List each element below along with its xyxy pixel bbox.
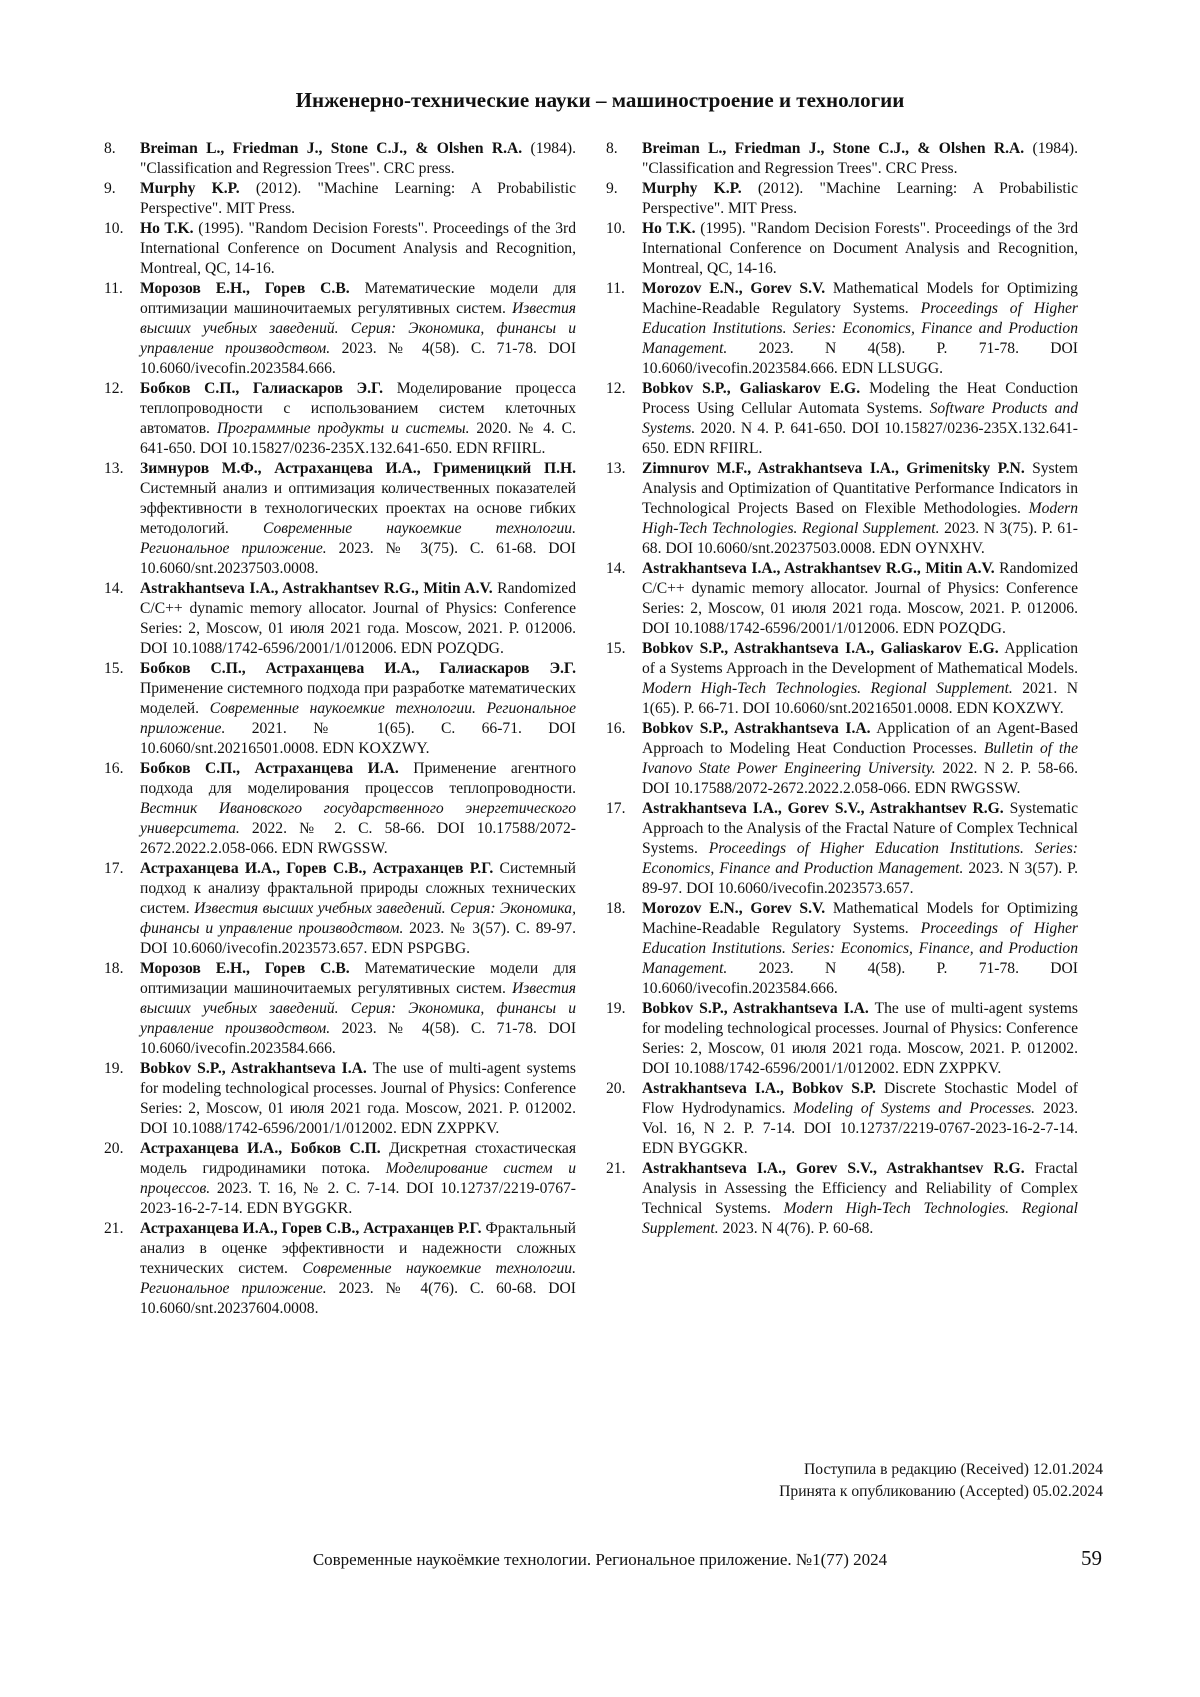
reference-source: Известия высших учебных заведений. Серия: Экономика, финансы и управление производством. (140, 980, 576, 1037)
reference-number: 18. (104, 960, 124, 977)
reference-number: 11. (104, 280, 123, 297)
reference-number: 20. (104, 1140, 124, 1157)
reference-item (602, 559, 1078, 639)
reference-number: 9. (104, 180, 116, 197)
reference-authors: Astrakhantseva I.A., Astrakhantsev R.G., Mitin A.V. (140, 580, 493, 597)
reference-item (602, 179, 1078, 219)
reference-authors: Astrakhantseva I.A., Gorev S.V., Astrakhantsev R.G. (642, 1160, 1025, 1177)
reference-number: 8. (104, 140, 116, 157)
reference-source: Известия высших учебных заведений. Серия: Экономика, финансы и управление производством. (140, 300, 576, 357)
reference-source: Bulletin of the Ivanovo State Power Engineering University. (642, 740, 1078, 777)
reference-text: Применение агентного подхода для моделирования процессов теплопроводности. (140, 760, 576, 797)
reference-number: 13. (606, 460, 626, 477)
reference-authors: Зимнуров М.Ф., Астраханцева И.А., Грименицкий П.Н. (140, 460, 576, 477)
reference-text: (1984). "Classification and Regression Trees". CRC press. (140, 140, 576, 177)
reference-number: 15. (606, 640, 626, 657)
reference-text: Математические модели для оптимизации машиночитаемых регулятивных систем. (140, 960, 576, 997)
reference-item (602, 279, 1078, 379)
reference-details: 2022. N 2. P. 58-66. DOI 10.17588/2072-2672.2022.2.058-066. EDN RWGSSW. (642, 760, 1078, 797)
reference-details: 2020. N 4. P. 641-650. DOI 10.15827/0236-235X.132.641-650. EDN RFIIRL. (642, 420, 1078, 457)
reference-number: 12. (606, 380, 626, 397)
reference-text: Фрактальный анализ в оценке эффективности и надежности сложных технических систем. (140, 1220, 576, 1277)
reference-text: The use of multi-agent systems for modeling technological processes. Journal of Physics: Conference Series: 2, Moscow, 01 июля 2021 года. Moscow, 2021. P. 012002. DOI 10.1088/1742-6596/2001/1/012002. EDN ZXPPKV. (140, 1060, 576, 1137)
reference-number: 20. (606, 1080, 626, 1097)
reference-item (602, 1159, 1078, 1239)
reference-item (100, 1059, 576, 1139)
reference-authors: Ho T.K. (140, 220, 194, 237)
reference-text: Fractal Analysis in Assessing the Efficiency and Reliability of Complex Technical Systems. (642, 1160, 1078, 1217)
reference-text: Randomized C/C++ dynamic memory allocator. Journal of Physics: Conference Series: 2, Moscow, 01 июля 2021 года. Moscow, 2021. P. 012006. DOI 10.1088/1742-6596/2001/1/012006. EDN POZQDG. (642, 560, 1078, 637)
reference-item (602, 1079, 1078, 1159)
reference-details: 2023. Vol. 16, N 2. P. 7-14. DOI 10.12737/2219-0767-2023-16-2-7-14. EDN BYGGKR. (642, 1100, 1079, 1157)
reference-text: Application of a Systems Approach in the Development of Mathematical Models. (642, 640, 1078, 677)
reference-source: Современные наукоемкие технологии. Региональное приложение. (140, 1260, 576, 1297)
reference-details: 2021. N 1(65). P. 66-71. DOI 10.6060/snt.20216501.0008. EDN KOXZWY. (642, 680, 1078, 717)
reference-number: 17. (606, 800, 626, 817)
reference-text: Дискретная стохастическая модель гидродинамики потока. (140, 1140, 577, 1177)
reference-number: 9. (606, 180, 618, 197)
received-block (779, 1459, 1103, 1503)
reference-source: Proceedings of Higher Education Institutions. Series: Economics, Finance and Production Management. (642, 300, 1078, 357)
reference-text: Systematic Approach to the Analysis of the Fractal Nature of Complex Technical Systems. (642, 800, 1078, 857)
reference-item (602, 139, 1078, 179)
reference-details: 2023. N 4(76). P. 60-68. (718, 1220, 874, 1237)
reference-authors: Морозов Е.Н., Горев С.В. (140, 960, 350, 977)
reference-number: 12. (104, 380, 124, 397)
reference-number: 21. (606, 1160, 626, 1177)
reference-text: (1995). "Random Decision Forests". Proceedings of the 3rd International Conference on Document Analysis and Recognition, Montreal, QC, 14-16. (140, 220, 576, 277)
reference-details: 2022. № 2. С. 58-66. DOI 10.17588/2072-2672.2022.2.058-066. EDN RWGSSW. (140, 820, 576, 857)
reference-text: Системный анализ и оптимизация количественных показателей эффективности в технологических проектах на основе гибких методологий. (140, 480, 576, 537)
reference-details: 2023. № 4(58). С. 71-78. DOI 10.6060/ivecofin.2023584.666. (140, 1020, 577, 1057)
reference-number: 10. (104, 220, 124, 237)
reference-authors: Астраханцева И.А., Бобков С.П. (140, 1140, 381, 1157)
reference-item (602, 999, 1078, 1079)
reference-number: 13. (104, 460, 124, 477)
reference-item (602, 719, 1078, 799)
reference-number: 21. (104, 1220, 124, 1237)
reference-authors: Bobkov S.P., Astrakhantseva I.A. (140, 1060, 367, 1077)
reference-item (602, 899, 1078, 999)
reference-authors: Бобков С.П., Астраханцева И.А. (140, 760, 399, 777)
reference-number: 16. (104, 760, 124, 777)
reference-item (602, 459, 1078, 559)
reference-authors: Ho T.K. (642, 220, 696, 237)
reference-text: Mathematical Models for Optimizing Machine-Readable Regulatory Systems. (642, 280, 1078, 317)
received-date: Поступила в редакцию (Received) 12.01.2024 (804, 1461, 1103, 1478)
reference-details: 2023. N 3(75). P. 61-68. DOI 10.6060/snt.20237503.0008. EDN OYNXHV. (642, 520, 1078, 557)
reference-item (100, 459, 576, 579)
reference-number: 15. (104, 660, 124, 677)
reference-source: Proceedings of Higher Education Institutions. Series: Economics, Finance, and Production Management. (642, 920, 1078, 977)
reference-source: Известия высших учебных заведений. Серия: Экономика, финансы и управление производством. (140, 900, 576, 937)
reference-item (602, 639, 1078, 719)
reference-text: (2012). "Machine Learning: A Probabilistic Perspective". MIT Press. (642, 180, 1078, 217)
reference-item (100, 179, 576, 219)
page-header: Инженерно-технические науки – машиностроение и технологии (295, 88, 905, 112)
reference-item (602, 219, 1078, 279)
reference-item (100, 379, 576, 459)
reference-authors: Zimnurov M.F., Astrakhantseva I.A., Grimenitsky P.N. (642, 460, 1025, 477)
reference-authors: Breiman L., Friedman J., Stone C.J., & Olshen R.A. (642, 140, 1025, 157)
reference-source: Modern High-Tech Technologies. Regional Supplement. (642, 680, 1013, 697)
reference-text: (1984). "Classification and Regression Trees". CRC Press. (642, 140, 1078, 177)
reference-number: 11. (606, 280, 625, 297)
page-number: 59 (1081, 1546, 1102, 1570)
reference-details: 2023. № 3(57). С. 89-97. DOI 10.6060/ivecofin.2023573.657. EDN PSPGBG. (140, 920, 576, 957)
reference-item (100, 219, 576, 279)
reference-authors: Bobkov S.P., Astrakhantseva I.A. (642, 1000, 869, 1017)
reference-item (100, 579, 576, 659)
reference-source: Software Products and Systems. (642, 400, 1078, 437)
reference-authors: Astrakhantseva I.A., Bobkov S.P. (642, 1080, 876, 1097)
reference-text: Математические модели для оптимизации машиночитаемых регулятивных систем. (140, 280, 576, 317)
reference-source: Modern High-Tech Technologies. Regional Supplement. (642, 500, 1078, 537)
reference-authors: Astrakhantseva I.A., Gorev S.V., Astrakhantsev R.G. (642, 800, 1004, 817)
reference-item (100, 1219, 576, 1319)
reference-authors: Breiman L., Friedman J., Stone C.J., & Olshen R.A. (140, 140, 523, 157)
reference-text: The use of multi-agent systems for modeling technological processes. Journal of Physics: Conference Series: 2, Moscow, 01 июля 2021 года. Moscow, 2021. P. 012002. DOI 10.1088/1742-6596/2001/1/012002. EDN ZXPPKV. (642, 1000, 1078, 1077)
reference-authors: Астраханцева И.А., Горев С.В., Астраханцев Р.Г. (140, 1220, 482, 1237)
reference-number: 8. (606, 140, 618, 157)
reference-item (100, 959, 576, 1059)
reference-text: Application of an Agent-Based Approach to Modeling Heat Conduction Processes. (642, 720, 1078, 757)
reference-details: 2023. № 4(58). С. 71-78. DOI 10.6060/ivecofin.2023584.666. (140, 340, 577, 377)
reference-source: Современные наукоемкие технологии. Региональное приложение. (140, 700, 576, 737)
reference-source: Современные наукоемкие технологии. Региональное приложение. (140, 520, 576, 557)
reference-details: 2023. № 3(75). С. 61-68. DOI 10.6060/snt.20237503.0008. (140, 540, 576, 577)
reference-text: Discrete Stochastic Model of Flow Hydrodynamics. (642, 1080, 1078, 1117)
reference-number: 14. (104, 580, 124, 597)
reference-source: Modeling of Systems and Processes. (793, 1100, 1036, 1117)
reference-authors: Бобков С.П., Галиаскаров Э.Г. (140, 380, 384, 397)
reference-text: (2012). "Machine Learning: A Probabilistic Perspective". MIT Press. (140, 180, 576, 217)
accepted-date: Принята к опубликованию (Accepted) 05.02.2024 (779, 1483, 1103, 1500)
reference-source: Программные продукты и системы. (216, 420, 470, 437)
reference-details: 2023. N 3(57). P. 89-97. DOI 10.6060/ivecofin.2023573.657. (642, 860, 1078, 897)
reference-number: 19. (104, 1060, 124, 1077)
reference-source: Вестник Ивановского государственного энергетического университета. (140, 800, 576, 837)
reference-authors: Morozov E.N., Gorev S.V. (642, 280, 826, 297)
reference-details: 2023. Т. 16, № 2. С. 7-14. DOI 10.12737/2219-0767-2023-16-2-7-14. EDN BYGGKR. (140, 1180, 576, 1217)
reference-authors: Astrakhantseva I.A., Astrakhantsev R.G., Mitin A.V. (642, 560, 995, 577)
reference-details: 2021. № 1(65). С. 66-71. DOI 10.6060/snt.20216501.0008. EDN KOXZWY. (140, 720, 576, 757)
reference-details: 2023. N 4(58). P. 71-78. DOI 10.6060/ivecofin.2023584.666. EDN LLSUGG. (642, 340, 1078, 377)
reference-text: Системный подход к анализу фрактальной природы сложных технических систем. (140, 860, 576, 917)
reference-number: 19. (606, 1000, 626, 1017)
reference-source: Моделирование систем и процессов. (140, 1160, 576, 1197)
reference-source: Proceedings of Higher Education Institutions. Series: Economics, Finance and Production Management. (642, 840, 1078, 877)
reference-text: Modeling the Heat Conduction Process Using Cellular Automata Systems. (642, 380, 1078, 417)
reference-details: 2020. № 4. С. 641-650. DOI 10.15827/0236-235X.132.641-650. EDN RFIIRL. (140, 420, 576, 457)
reference-item (100, 279, 576, 379)
reference-text: Randomized C/C++ dynamic memory allocator. Journal of Physics: Conference Series: 2, Moscow, 01 июля 2021 года. Moscow, 2021. P. 012006. DOI 10.1088/1742-6596/2001/1/012006. EDN POZQDG. (140, 580, 576, 657)
reference-number: 17. (104, 860, 124, 877)
reference-item (100, 759, 576, 859)
reference-authors: Murphy K.P. (140, 180, 240, 197)
reference-authors: Бобков С.П., Астраханцева И.А., Галиаскаров Э.Г. (140, 660, 576, 677)
reference-authors: Морозов Е.Н., Горев С.В. (140, 280, 350, 297)
reference-text: (1995). "Random Decision Forests". Proceedings of the 3rd International Conference on Document Analysis and Recognition, Montreal, QC, 14-16. (642, 220, 1078, 277)
reference-text: Mathematical Models for Optimizing Machine-Readable Regulatory Systems. (642, 900, 1078, 937)
reference-number: 18. (606, 900, 626, 917)
references-english (602, 139, 1078, 1239)
reference-authors: Morozov E.N., Gorev S.V. (642, 900, 826, 917)
reference-item (602, 799, 1078, 899)
reference-item (602, 379, 1078, 459)
reference-item (100, 659, 576, 759)
journal-footer: Современные наукоёмкие технологии. Региональное приложение. №1(77) 2024 (312, 1550, 888, 1569)
reference-item (100, 139, 576, 179)
references-russian (100, 139, 576, 1319)
reference-authors: Bobkov S.P., Astrakhantseva I.A. (642, 720, 871, 737)
reference-authors: Murphy K.P. (642, 180, 742, 197)
reference-authors: Bobkov S.P., Galiaskarov E.G. (642, 380, 861, 397)
reference-text: Моделирование процесса теплопроводности с использованием систем клеточных автоматов. (140, 380, 576, 437)
reference-authors: Астраханцева И.А., Горев С.В., Астраханцев Р.Г. (140, 860, 494, 877)
reference-number: 16. (606, 720, 626, 737)
reference-text: Применение системного подхода при разработке математических моделей. (140, 680, 576, 717)
reference-details: 2023. N 4(58). P. 71-78. DOI 10.6060/ivecofin.2023584.666. (642, 960, 1078, 997)
reference-source: Modern High-Tech Technologies. Regional Supplement. (642, 1200, 1078, 1237)
reference-details: 2023. № 4(76). С. 60-68. DOI 10.6060/snt.20237604.0008. (140, 1280, 576, 1317)
reference-text: System Analysis and Optimization of Quantitative Performance Indicators in Technological Projects Based on Flexible Methodologies. (642, 460, 1078, 517)
reference-number: 14. (606, 560, 626, 577)
reference-authors: Bobkov S.P., Astrakhantseva I.A., Galiaskarov E.G. (642, 640, 999, 657)
reference-item (100, 1139, 576, 1219)
reference-number: 10. (606, 220, 626, 237)
reference-item (100, 859, 576, 959)
